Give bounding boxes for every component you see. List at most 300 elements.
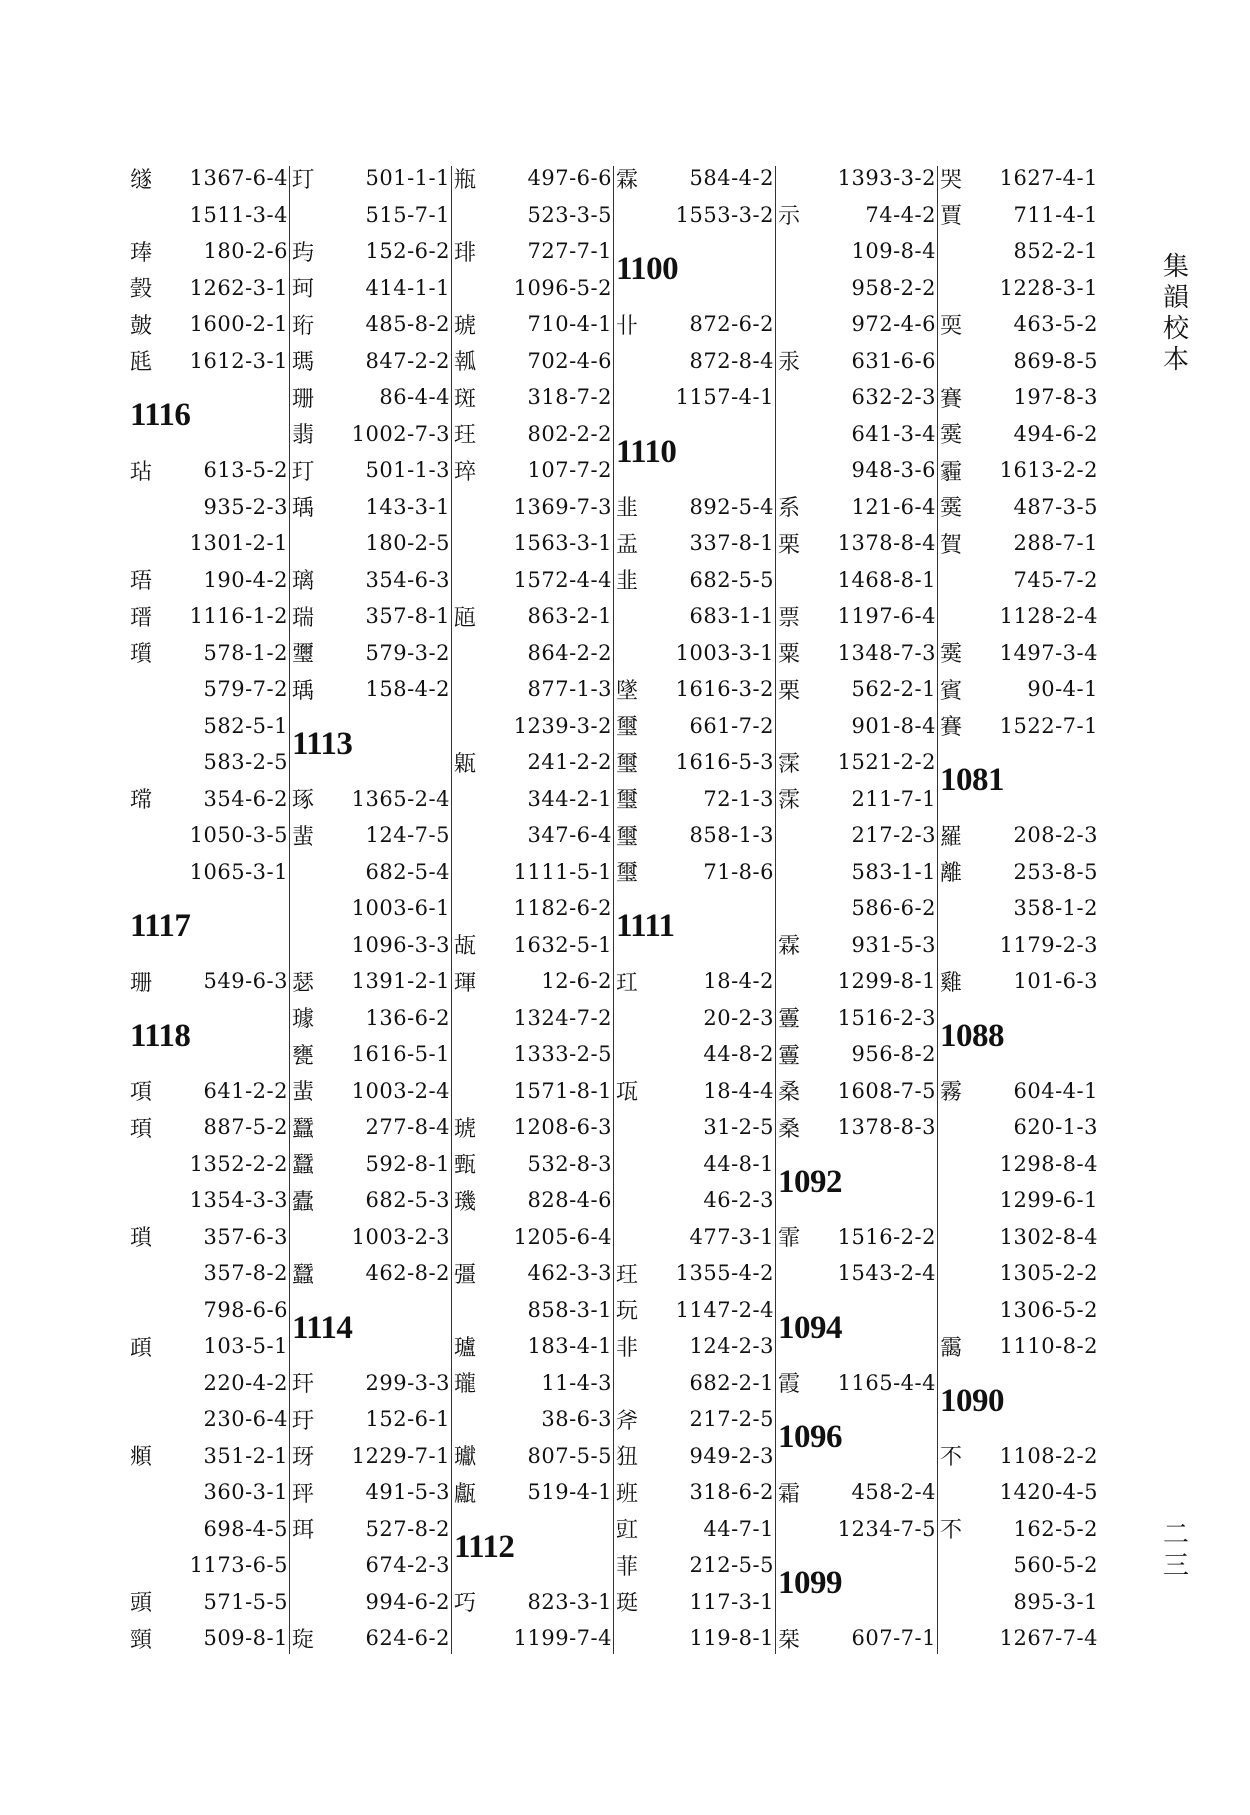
index-entry	[778, 854, 936, 891]
index-column	[454, 160, 612, 1657]
index-entry	[454, 562, 612, 599]
index-entry	[292, 160, 450, 197]
entry-character: 賈	[940, 204, 963, 230]
index-entry	[616, 817, 774, 854]
entry-character: 琁	[292, 1627, 315, 1653]
entry-character: 巧	[454, 1591, 477, 1617]
entry-reference: 11-4-3	[541, 1370, 612, 1395]
entry-reference: 136-6-2	[365, 1005, 450, 1030]
index-entry	[778, 963, 936, 1000]
index-entry	[778, 1474, 936, 1511]
index-entry	[292, 1365, 450, 1402]
index-entry	[454, 744, 612, 781]
index-entry	[130, 1073, 288, 1110]
entry-character: 瑀	[292, 496, 315, 522]
entry-reference: 494-6-2	[1013, 421, 1098, 446]
entry-reference: 1002-7-3	[351, 421, 450, 446]
index-entry	[616, 1438, 774, 1475]
entry-reference: 519-4-1	[527, 1480, 612, 1505]
index-entry	[130, 1401, 288, 1438]
index-entry	[292, 525, 450, 562]
entry-reference: 583-2-5	[203, 750, 288, 775]
index-entry	[130, 963, 288, 1000]
index-entry	[130, 1109, 288, 1146]
index-entry	[130, 854, 288, 891]
entry-character: 玶	[292, 1481, 315, 1507]
column-divider	[613, 166, 614, 1654]
entry-reference: 607-7-1	[851, 1626, 936, 1651]
page-number: 二三	[1162, 1520, 1189, 1581]
entry-character: 璃	[292, 569, 315, 595]
entry-character: 霖	[778, 934, 801, 960]
entry-reference: 1324-7-2	[513, 1005, 612, 1030]
index-entry	[616, 306, 774, 343]
entry-character: 璽	[616, 751, 639, 777]
entry-reference: 869-8-5	[1013, 348, 1098, 373]
index-entry	[130, 1584, 288, 1621]
index-entry	[616, 1511, 774, 1548]
entry-character: 璽	[616, 788, 639, 814]
section-heading: 1094	[778, 1309, 842, 1346]
index-entry	[130, 160, 288, 197]
entry-reference: 532-8-3	[527, 1151, 612, 1176]
index-entry	[454, 963, 612, 1000]
entry-reference: 1612-3-1	[189, 348, 288, 373]
index-entry	[616, 1547, 774, 1584]
entry-character: 彊	[454, 1262, 477, 1288]
entry-character: 盂	[616, 532, 639, 558]
index-entry	[616, 1219, 774, 1256]
entry-reference: 682-5-4	[365, 859, 450, 884]
entry-reference: 698-4-5	[203, 1516, 288, 1541]
index-entry	[454, 160, 612, 197]
entry-character: 斑	[454, 386, 477, 412]
entry-reference: 948-3-6	[851, 458, 936, 483]
entry-reference: 562-2-1	[851, 677, 936, 702]
entry-reference: 872-6-2	[689, 312, 774, 337]
entry-character: 甕	[292, 1043, 315, 1069]
index-entry	[940, 379, 1098, 416]
entry-reference: 527-8-2	[365, 1516, 450, 1541]
entry-reference: 458-2-4	[851, 1480, 936, 1505]
index-entry	[130, 1474, 288, 1511]
index-entry	[940, 1620, 1098, 1657]
index-entry	[292, 379, 450, 416]
entry-reference: 877-1-3	[527, 677, 612, 702]
entry-reference: 1305-2-2	[999, 1261, 1098, 1286]
index-entry	[292, 1547, 450, 1584]
entry-reference: 1111-5-1	[513, 859, 612, 884]
entry-reference: 1563-3-1	[513, 531, 612, 556]
index-entry	[454, 890, 612, 927]
entry-reference: 357-8-2	[203, 1261, 288, 1286]
entry-reference: 1228-3-1	[999, 275, 1098, 300]
entry-character: 玙	[292, 240, 315, 266]
index-entry	[292, 1000, 450, 1037]
index-entry	[778, 598, 936, 635]
entry-reference: 579-3-2	[365, 640, 450, 665]
index-entry	[940, 343, 1098, 380]
entry-reference: 1234-7-5	[837, 1516, 936, 1541]
entry-reference: 1003-2-3	[351, 1224, 450, 1249]
entry-character: 琲	[454, 240, 477, 266]
index-entry	[778, 1511, 936, 1548]
entry-reference: 463-5-2	[1013, 312, 1098, 337]
entry-reference: 347-6-4	[527, 823, 612, 848]
index-entry	[778, 489, 936, 526]
entry-reference: 582-5-1	[203, 713, 288, 738]
index-column	[130, 160, 288, 1657]
entry-reference: 641-3-4	[851, 421, 936, 446]
index-entry	[616, 1146, 774, 1183]
section-heading: 1100	[616, 251, 679, 287]
entry-character: 汞	[778, 350, 801, 376]
index-entry	[940, 1219, 1098, 1256]
index-entry	[616, 1474, 774, 1511]
index-entry	[778, 671, 936, 708]
index-entry	[454, 416, 612, 453]
entry-character: 非	[616, 1335, 639, 1361]
entry-reference: 1391-2-1	[351, 969, 450, 994]
entry-character: 璣	[454, 1189, 477, 1215]
entry-reference: 38-6-3	[541, 1407, 612, 1432]
entry-reference: 1182-6-2	[513, 896, 612, 921]
section-heading: 1116	[130, 397, 191, 433]
entry-reference: 1511-3-4	[189, 202, 288, 227]
entry-reference: 162-5-2	[1013, 1516, 1098, 1541]
entry-reference: 190-4-2	[203, 567, 288, 592]
index-entry	[616, 1255, 774, 1292]
entry-character: 霙	[940, 642, 963, 668]
entry-reference: 1096-3-3	[351, 932, 450, 957]
index-entry	[130, 781, 288, 818]
index-entry	[454, 1584, 612, 1621]
entry-reference: 523-3-5	[527, 202, 612, 227]
entry-reference: 351-2-1	[203, 1443, 288, 1468]
entry-reference: 631-6-6	[851, 348, 936, 373]
entry-reference: 487-3-5	[1013, 494, 1098, 519]
index-entry	[454, 708, 612, 745]
index-entry	[292, 635, 450, 672]
index-entry	[130, 306, 288, 343]
index-entry	[778, 927, 936, 964]
entry-reference: 124-2-3	[689, 1334, 774, 1359]
entry-reference: 1197-6-4	[837, 604, 936, 629]
index-entry	[454, 343, 612, 380]
entry-reference: 462-8-2	[365, 1261, 450, 1286]
entry-character: 哭	[940, 167, 963, 193]
entry-character: 賽	[940, 386, 963, 412]
index-entry	[130, 1547, 288, 1584]
entry-reference: 683-1-1	[689, 604, 774, 629]
entry-reference: 958-2-2	[851, 275, 936, 300]
entry-character: 蠹	[292, 1189, 315, 1215]
index-entry	[778, 817, 936, 854]
entry-reference: 1616-5-1	[351, 1042, 450, 1067]
index-entry	[454, 781, 612, 818]
index-entry	[130, 598, 288, 635]
entry-reference: 357-6-3	[203, 1224, 288, 1249]
entry-reference: 872-8-4	[689, 348, 774, 373]
entry-reference: 624-6-2	[365, 1626, 450, 1651]
entry-character: 栗	[778, 678, 801, 704]
entry-reference: 354-6-3	[365, 567, 450, 592]
index-entry	[292, 1073, 450, 1110]
entry-character: 珽	[616, 1591, 639, 1617]
entry-character: 賀	[940, 532, 963, 558]
entry-reference: 1497-3-4	[999, 640, 1098, 665]
entry-reference: 702-4-6	[527, 348, 612, 373]
entry-reference: 1239-3-2	[513, 713, 612, 738]
entry-reference: 863-2-1	[527, 604, 612, 629]
entry-reference: 935-2-3	[203, 494, 288, 519]
entry-character: 蠶	[292, 1262, 315, 1288]
entry-reference: 972-4-6	[851, 312, 936, 337]
entry-reference: 299-3-3	[365, 1370, 450, 1395]
entry-reference: 1516-2-2	[837, 1224, 936, 1249]
entry-reference: 1355-4-2	[675, 1261, 774, 1286]
index-entry	[616, 1182, 774, 1219]
column-divider	[775, 166, 776, 1654]
entry-reference: 1352-2-2	[189, 1151, 288, 1176]
entry-reference: 583-1-1	[851, 859, 936, 884]
entry-reference: 1179-2-3	[999, 932, 1098, 957]
entry-character: 珂	[292, 277, 315, 303]
entry-reference: 571-5-5	[203, 1589, 288, 1614]
entry-reference: 18-4-4	[703, 1078, 774, 1103]
index-entry	[130, 1620, 288, 1657]
index-entry	[778, 525, 936, 562]
entry-reference: 212-5-5	[689, 1553, 774, 1578]
entry-reference: 197-8-3	[1013, 385, 1098, 410]
entry-reference: 1096-5-2	[513, 275, 612, 300]
entry-reference: 485-8-2	[365, 312, 450, 337]
entry-reference: 20-2-3	[703, 1005, 774, 1030]
section-heading: 1092	[778, 1163, 842, 1200]
entry-character: 霞	[778, 1372, 801, 1398]
index-entry	[292, 452, 450, 489]
entry-reference: 579-7-2	[203, 677, 288, 702]
entry-reference: 44-8-1	[703, 1151, 774, 1176]
entry-reference: 1050-3-5	[189, 823, 288, 848]
index-entry	[292, 233, 450, 270]
index-entry	[454, 1255, 612, 1292]
entry-reference: 1367-6-4	[189, 166, 288, 191]
entry-reference: 864-2-2	[527, 640, 612, 665]
entry-character: 瓨	[616, 1080, 639, 1106]
index-entry	[940, 708, 1098, 745]
entry-reference: 86-4-4	[379, 385, 450, 410]
index-entry	[616, 744, 774, 781]
entry-reference: 497-6-6	[527, 166, 612, 191]
index-entry	[292, 489, 450, 526]
entry-character: 䍁	[130, 167, 153, 193]
entry-reference: 549-6-3	[203, 969, 288, 994]
index-entry	[616, 963, 774, 1000]
entry-reference: 152-6-2	[365, 239, 450, 264]
index-entry	[292, 598, 450, 635]
index-entry	[130, 270, 288, 307]
entry-reference: 858-1-3	[689, 823, 774, 848]
section-heading: 1090	[940, 1382, 1004, 1419]
entry-reference: 107-7-2	[527, 458, 612, 483]
entry-reference: 1616-5-3	[675, 750, 774, 775]
index-entry	[778, 781, 936, 818]
index-entry	[940, 562, 1098, 599]
index-entry	[454, 1328, 612, 1365]
entry-character: 霙	[940, 496, 963, 522]
entry-reference: 1608-7-5	[837, 1078, 936, 1103]
index-entry	[454, 1036, 612, 1073]
index-entry	[778, 1000, 936, 1037]
entry-character: 班	[616, 1481, 639, 1507]
index-entry	[130, 452, 288, 489]
entry-reference: 1003-3-1	[675, 640, 774, 665]
entry-character: 離	[940, 861, 963, 887]
entry-character: 璽	[616, 861, 639, 887]
index-entry	[292, 890, 450, 927]
index-entry	[616, 379, 774, 416]
entry-reference: 1420-4-5	[999, 1480, 1098, 1505]
index-entry	[778, 635, 936, 672]
entry-reference: 1199-7-4	[513, 1626, 612, 1651]
index-entry	[292, 1219, 450, 1256]
entry-character: 系	[778, 496, 801, 522]
index-entry	[616, 635, 774, 672]
entry-reference: 1522-7-1	[999, 713, 1098, 738]
entry-reference: 1108-2-2	[999, 1443, 1098, 1468]
index-entry	[130, 343, 288, 380]
section-heading: 1096	[778, 1419, 842, 1455]
index-entry	[778, 1073, 936, 1110]
entry-reference: 674-2-3	[365, 1553, 450, 1578]
entry-character: 霧	[940, 1080, 963, 1106]
index-entry	[940, 452, 1098, 489]
entry-reference: 318-7-2	[527, 385, 612, 410]
column-divider	[937, 166, 938, 1654]
entry-reference: 901-8-4	[851, 713, 936, 738]
entry-reference: 1369-7-3	[513, 494, 612, 519]
index-entry	[778, 890, 936, 927]
entry-reference: 1393-3-2	[837, 166, 936, 191]
entry-reference: 852-2-1	[1013, 239, 1098, 264]
entry-character: 蠶	[292, 1153, 315, 1179]
index-entry	[778, 416, 936, 453]
index-entry	[778, 1036, 936, 1073]
entry-reference: 858-3-1	[527, 1297, 612, 1322]
index-entry	[778, 233, 936, 270]
entry-character: 桑	[778, 1080, 801, 1106]
entry-reference: 682-2-1	[689, 1370, 774, 1395]
index-entry	[292, 781, 450, 818]
entry-reference: 1378-8-3	[837, 1115, 936, 1140]
section-heading: 1112	[454, 1528, 515, 1565]
index-entry	[778, 379, 936, 416]
index-entry	[940, 635, 1098, 672]
index-entry	[616, 854, 774, 891]
book-title: 集韻校本	[1162, 252, 1189, 375]
entry-character: 項	[130, 1080, 153, 1106]
index-entry	[454, 1474, 612, 1511]
index-entry	[940, 160, 1098, 197]
index-entry	[292, 1036, 450, 1073]
index-entry	[454, 1292, 612, 1329]
index-entry	[616, 671, 774, 708]
entry-reference: 802-2-2	[527, 421, 612, 446]
index-entry	[616, 598, 774, 635]
entry-reference: 604-4-1	[1013, 1078, 1098, 1103]
index-entry	[130, 489, 288, 526]
entry-character: 栗	[778, 532, 801, 558]
entry-character: 雞	[940, 970, 963, 996]
entry-reference: 103-5-1	[203, 1334, 288, 1359]
index-entry	[292, 927, 450, 964]
entry-reference: 1365-2-4	[351, 786, 450, 811]
entry-character: 珥	[292, 1518, 315, 1544]
entry-character: 玷	[130, 459, 153, 485]
entry-reference: 1262-3-1	[189, 275, 288, 300]
index-entry	[454, 1109, 612, 1146]
entry-reference: 727-7-1	[527, 239, 612, 264]
entry-reference: 632-2-3	[851, 385, 936, 410]
entry-reference: 208-2-3	[1013, 823, 1098, 848]
entry-reference: 1632-5-1	[513, 932, 612, 957]
entry-reference: 211-7-1	[851, 786, 936, 811]
index-entry	[454, 1365, 612, 1402]
entry-reference: 1627-4-1	[999, 166, 1098, 191]
entry-reference: 641-2-2	[203, 1078, 288, 1103]
entry-character: 琢	[292, 788, 315, 814]
entry-reference: 1572-4-4	[513, 567, 612, 592]
entry-character: 霜	[778, 1481, 801, 1507]
index-entry	[130, 1292, 288, 1329]
entry-reference: 515-7-1	[365, 202, 450, 227]
index-entry	[454, 927, 612, 964]
entry-reference: 1267-7-4	[999, 1626, 1098, 1651]
entry-reference: 180-2-5	[365, 531, 450, 556]
entry-character: 瓱	[130, 350, 153, 376]
index-entry	[616, 1073, 774, 1110]
entry-reference: 1298-8-4	[999, 1151, 1098, 1176]
index-entry	[130, 197, 288, 234]
index-entry	[616, 525, 774, 562]
entry-reference: 72-1-3	[703, 786, 774, 811]
entry-reference: 1333-2-5	[513, 1042, 612, 1067]
index-entry	[616, 489, 774, 526]
index-entry	[292, 1109, 450, 1146]
entry-character: 瓆	[130, 642, 153, 668]
entry-reference: 344-2-1	[527, 786, 612, 811]
index-entry	[940, 671, 1098, 708]
index-entry	[940, 1438, 1098, 1475]
entry-reference: 1354-3-3	[189, 1188, 288, 1213]
entry-reference: 119-8-1	[689, 1626, 774, 1651]
entry-reference: 586-6-2	[851, 896, 936, 921]
entry-character: 霏	[778, 1226, 801, 1252]
entry-reference: 1065-3-1	[189, 859, 288, 884]
index-entry	[454, 671, 612, 708]
index-column	[616, 160, 774, 1657]
entry-reference: 1516-2-3	[837, 1005, 936, 1030]
entry-reference: 949-2-3	[689, 1443, 774, 1468]
entry-character: 珊	[292, 386, 315, 412]
entry-character: 蠶	[292, 1116, 315, 1142]
entry-character: 珊	[130, 970, 153, 996]
index-entry	[940, 854, 1098, 891]
index-entry	[454, 306, 612, 343]
index-entry	[130, 1511, 288, 1548]
index-entry	[940, 817, 1098, 854]
